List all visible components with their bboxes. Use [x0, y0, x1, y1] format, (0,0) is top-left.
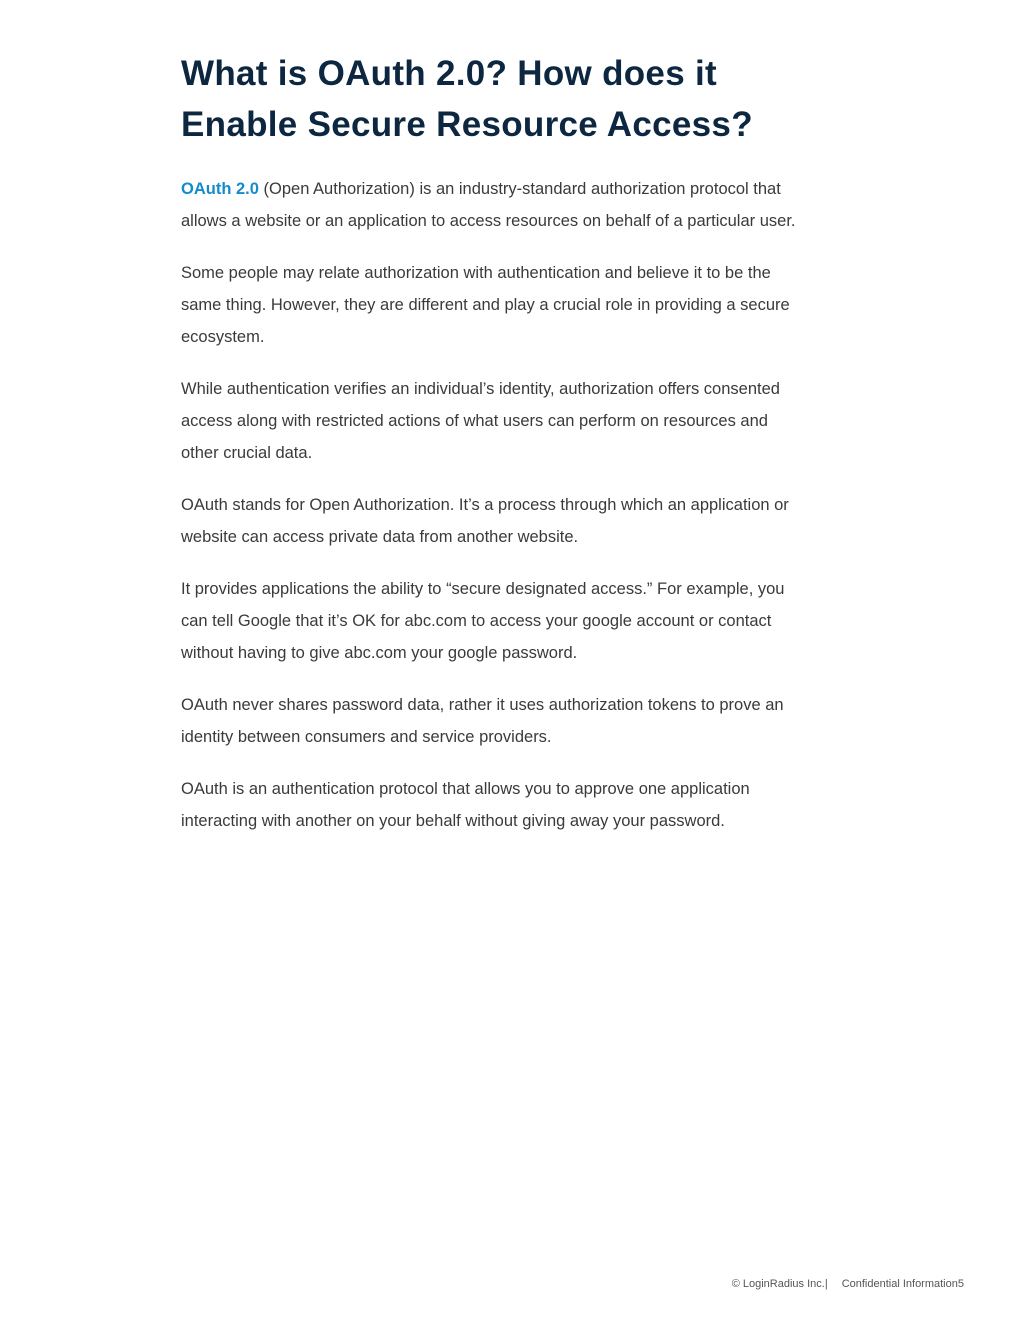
- page-number: 5: [957, 1278, 964, 1290]
- body-paragraph: [181, 257, 861, 353]
- text-line: allows a website or an application to access resources on behalf of a particular user.: [181, 212, 796, 230]
- paragraphs: [181, 257, 861, 837]
- text-line: can tell Google that it’s OK for abc.com to access your google account or contact: [181, 612, 772, 630]
- oauth-highlight: OAuth 2.0: [181, 180, 259, 198]
- text-line: interacting with another on your behalf without giving away your password.: [181, 812, 725, 830]
- title-line: What is OAuth 2.0? How does it: [181, 54, 717, 93]
- page-footer: [732, 1278, 964, 1290]
- text-fragment: (Open Authorization) is an industry-standard authorization protocol that: [258, 180, 781, 198]
- body-paragraph: [181, 773, 861, 837]
- text-line: access along with restricted actions of what users can perform on resources and: [181, 412, 768, 430]
- text-line: website can access private data from another website.: [181, 528, 579, 546]
- text-line: identity between consumers and service providers.: [181, 728, 552, 746]
- footer-separator: |: [824, 1278, 828, 1290]
- body-paragraph: [181, 489, 861, 553]
- title-line: Enable Secure Resource Access?: [181, 105, 753, 144]
- body-paragraph: [181, 373, 861, 469]
- text-line: While authentication verifies an individual’s identity, authorization offers consented: [181, 380, 780, 398]
- text-line: OAuth is an authentication protocol that allows you to approve one application: [181, 780, 750, 798]
- text-line: [181, 173, 861, 205]
- text-line: It provides applications the ability to “secure designated access.” For example, you: [181, 580, 785, 598]
- intro-paragraph: [181, 173, 861, 237]
- text-line: other crucial data.: [181, 444, 313, 462]
- body-paragraph: [181, 573, 861, 669]
- body-paragraph: [181, 689, 861, 753]
- copyright-text: © LoginRadius Inc.: [731, 1278, 825, 1290]
- text-line: Some people may relate authorization with authentication and believe it to be the: [181, 264, 771, 282]
- page-title: [181, 48, 753, 150]
- text-line: without having to give abc.com your google password.: [181, 644, 578, 662]
- document-body: [181, 173, 861, 857]
- confidential-text: Confidential Information: [841, 1278, 958, 1290]
- text-line: OAuth stands for Open Authorization. It’s a process through which an application or: [181, 496, 789, 514]
- text-line: OAuth never shares password data, rather it uses authorization tokens to prove an: [181, 696, 784, 714]
- text-line: ecosystem.: [181, 328, 265, 346]
- text-line: same thing. However, they are different and play a crucial role in providing a secure: [181, 296, 790, 314]
